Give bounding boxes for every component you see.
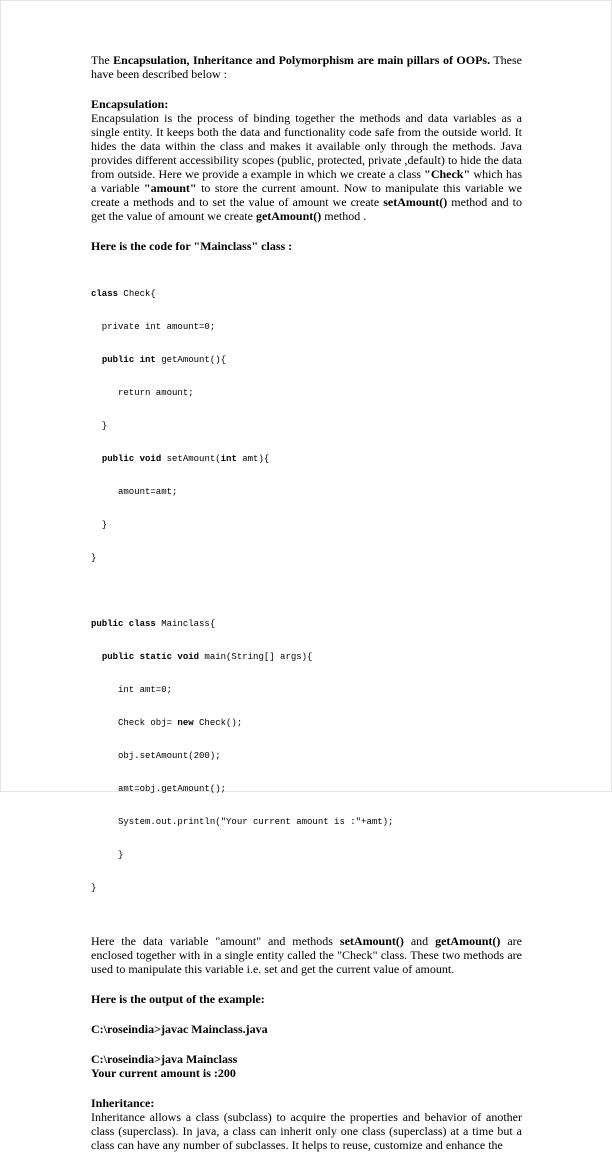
text-segment: public static void <box>101 652 200 662</box>
code-line <box>91 421 522 432</box>
code-line <box>91 718 522 729</box>
intro-paragraph <box>91 53 522 81</box>
text-segment: amount=amt; <box>91 487 178 497</box>
text-segment: new <box>177 718 194 728</box>
code-line <box>91 355 522 366</box>
run-command-line: C:\roseindia>java Mainclass <box>91 1052 238 1066</box>
output-heading: Here is the output of the example: <box>91 992 265 1006</box>
text-segment: amt){ <box>236 454 270 464</box>
text-segment: setAmount( <box>161 454 221 464</box>
inheritance-heading: Inheritance: <box>91 1096 155 1110</box>
mainclass-code-block <box>91 597 522 916</box>
code-line <box>91 850 522 861</box>
encapsulation-heading: Encapsulation: <box>91 97 169 111</box>
text-segment: } <box>91 520 108 530</box>
code-line <box>91 652 522 663</box>
text-segment: getAmount() <box>435 934 501 948</box>
code-line <box>91 619 522 630</box>
text-segment: obj.setAmount(200); <box>91 751 221 761</box>
text-segment: Here the data variable "amount" and methods <box>91 934 340 948</box>
text-segment <box>91 454 102 464</box>
text-segment: public int <box>101 355 156 365</box>
text-segment: "amount" <box>143 181 197 195</box>
text-segment: Check(); <box>193 718 243 728</box>
code-line <box>91 520 522 531</box>
text-segment: are enclosed together with in a single entity called the "Check" class. These two methods are used to manipulate this variable i.e. set and get the current value of amount. <box>91 934 522 976</box>
code-line <box>91 553 522 564</box>
text-segment: to store the current amount. Now to manipulate this variable we create a methods and to set the value of amount we create <box>91 181 523 209</box>
code-line <box>91 685 522 696</box>
text-segment: which has a variable <box>91 167 522 195</box>
text-segment: method . <box>321 209 367 223</box>
text-segment: public class <box>91 619 156 629</box>
text-segment: Mainclass{ <box>155 619 216 629</box>
text-segment: private int amount=0; <box>91 322 216 332</box>
code-line <box>91 817 522 828</box>
code-line <box>91 289 522 300</box>
code-line <box>91 784 522 795</box>
code-line <box>91 883 522 894</box>
code-for-mainclass-heading: Here is the code for "Mainclass" class : <box>91 239 293 253</box>
text-segment: Check{ <box>118 289 156 299</box>
text-segment: } <box>91 553 97 563</box>
code-line <box>91 751 522 762</box>
text-segment: getAmount() <box>255 209 322 223</box>
text-segment: main(String[] args){ <box>199 652 313 662</box>
text-segment: public void <box>101 454 162 464</box>
text-segment: and <box>403 934 436 948</box>
text-segment: class <box>91 289 119 299</box>
text-segment: method and to get the value of amount we create <box>91 195 522 223</box>
text-segment: Encapsulation, Inheritance and Polymorphism are main pillars of OOPs. <box>113 53 491 67</box>
text-segment: Check obj= <box>91 718 178 728</box>
text-segment: setAmount() <box>383 195 448 209</box>
text-segment: return amount; <box>91 388 194 398</box>
summary-paragraph <box>91 934 522 976</box>
inheritance-paragraph: Inheritance allows a class (subclass) to acquire the properties and behavior of another class (superclass). In java, a class can inherit only one class (superclass) at a time but a class can have any number of subclasses. It helps to reuse, customize and enhance the <box>91 1110 522 1152</box>
text-segment: getAmount(){ <box>155 355 227 365</box>
text-segment: Encapsulation is the process of binding together the methods and data variables as a single entity. It keeps both the data and functionality code safe from the outside world. It hides the data within the class and makes it available only through the methods. Java provides different accessibility scopes (public, protected, private ,default) to hide the data from outside. Here we provide a example in which we create a class <box>91 111 522 181</box>
text-segment: These have been described below : <box>91 53 523 81</box>
text-segment: } <box>91 883 97 893</box>
text-segment: System.out.println("Your current amount is :"+amt); <box>91 817 394 827</box>
text-segment: "Check" <box>424 167 471 181</box>
text-segment: int amt=0; <box>91 685 173 695</box>
text-segment: int <box>220 454 237 464</box>
check-class-code-block <box>91 267 522 586</box>
code-line <box>91 454 522 465</box>
code-line <box>91 388 522 399</box>
program-output-line: Your current amount is :200 <box>91 1066 236 1080</box>
encapsulation-paragraph <box>91 111 522 223</box>
text-segment: } <box>91 421 108 431</box>
code-line <box>91 322 522 333</box>
text-segment: The <box>91 53 114 67</box>
code-line <box>91 487 522 498</box>
text-segment: } <box>91 850 124 860</box>
compile-command-line: C:\roseindia>javac Mainclass.java <box>91 1022 268 1036</box>
text-segment: amt=obj.getAmount(); <box>91 784 227 794</box>
text-segment: setAmount() <box>339 934 404 948</box>
text-segment <box>91 652 102 662</box>
text-segment <box>91 355 102 365</box>
